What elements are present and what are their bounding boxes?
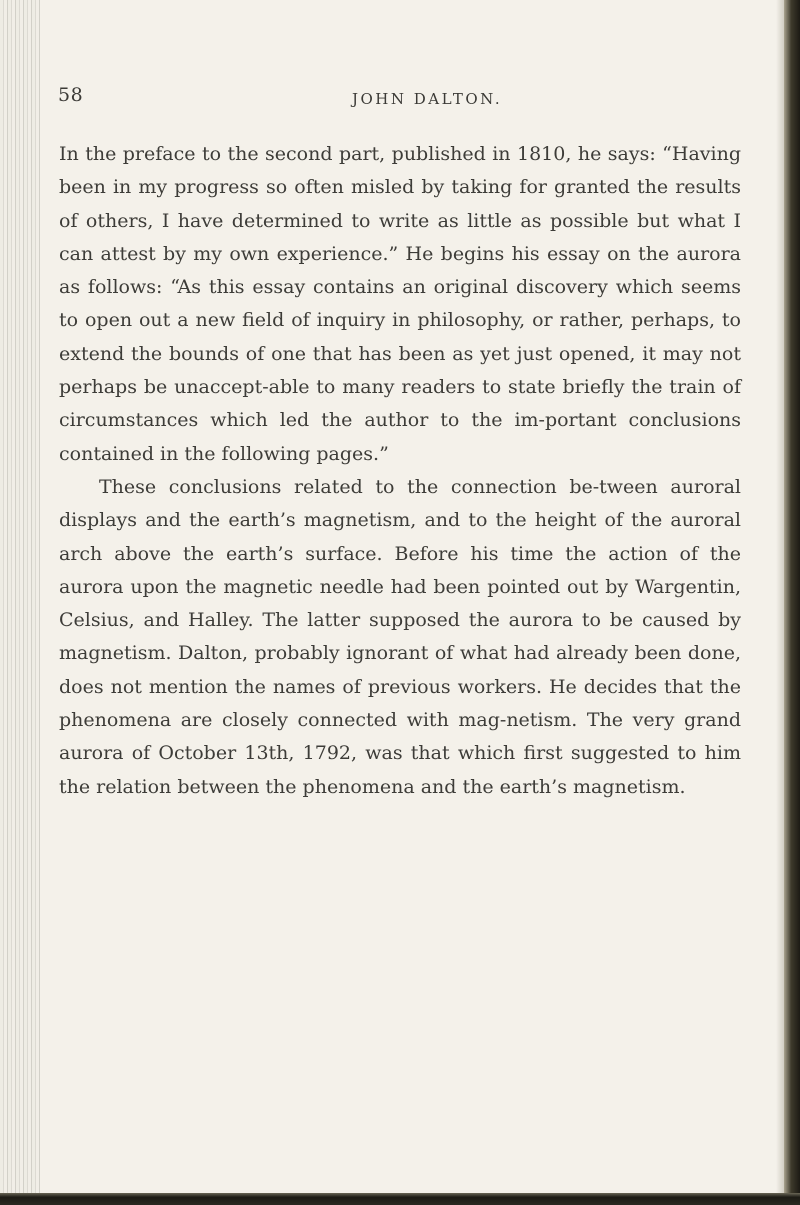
paragraph-preface-quote: In the preface to the second part, published in 1810, he says: “Having been in my progress so often misled by taking for granted the results of others, I have determined to write as little as possible but what I can attest by my own experience.” He begins his essay on the aurora as follows: “As this essay contains an original discovery which seems to open out a new field of inquiry in philosophy, or rather, perhaps, to extend the bounds of one that has been as yet just opened, it may not perhaps be unaccept-able to many readers to state briefly the train of circumstances which led the author to the im-portant conclusions contained in the following pages.”	[59, 143, 741, 465]
paragraph-conclusions: These conclusions related to the connection be-tween auroral displays and the earth’s magnetism, and to the height of the auroral arch above the earth’s surface. Before his time the action of the aurora upon the magnetic needle had been pointed out by Wargentin, Celsius, and Halley. The latter supposed the aurora to be caused by magnetism. Dalton, probably ignorant of what had already been done, does not mention the names of previous workers. He decides that the phenomena are closely connected with mag-netism. The very grand aurora of October 13th, 1792, was that which first suggested to him the relation between the phenomena and the earth’s magnetism.	[59, 475, 741, 798]
page-gutter-edge	[0, 0, 40, 1205]
page-right-edge	[784, 0, 800, 1205]
running-head	[0, 84, 800, 114]
page-number: 58	[58, 84, 84, 106]
running-title: JOHN DALTON.	[352, 90, 503, 108]
body-text	[59, 138, 741, 804]
page-bottom-edge	[0, 1193, 800, 1205]
